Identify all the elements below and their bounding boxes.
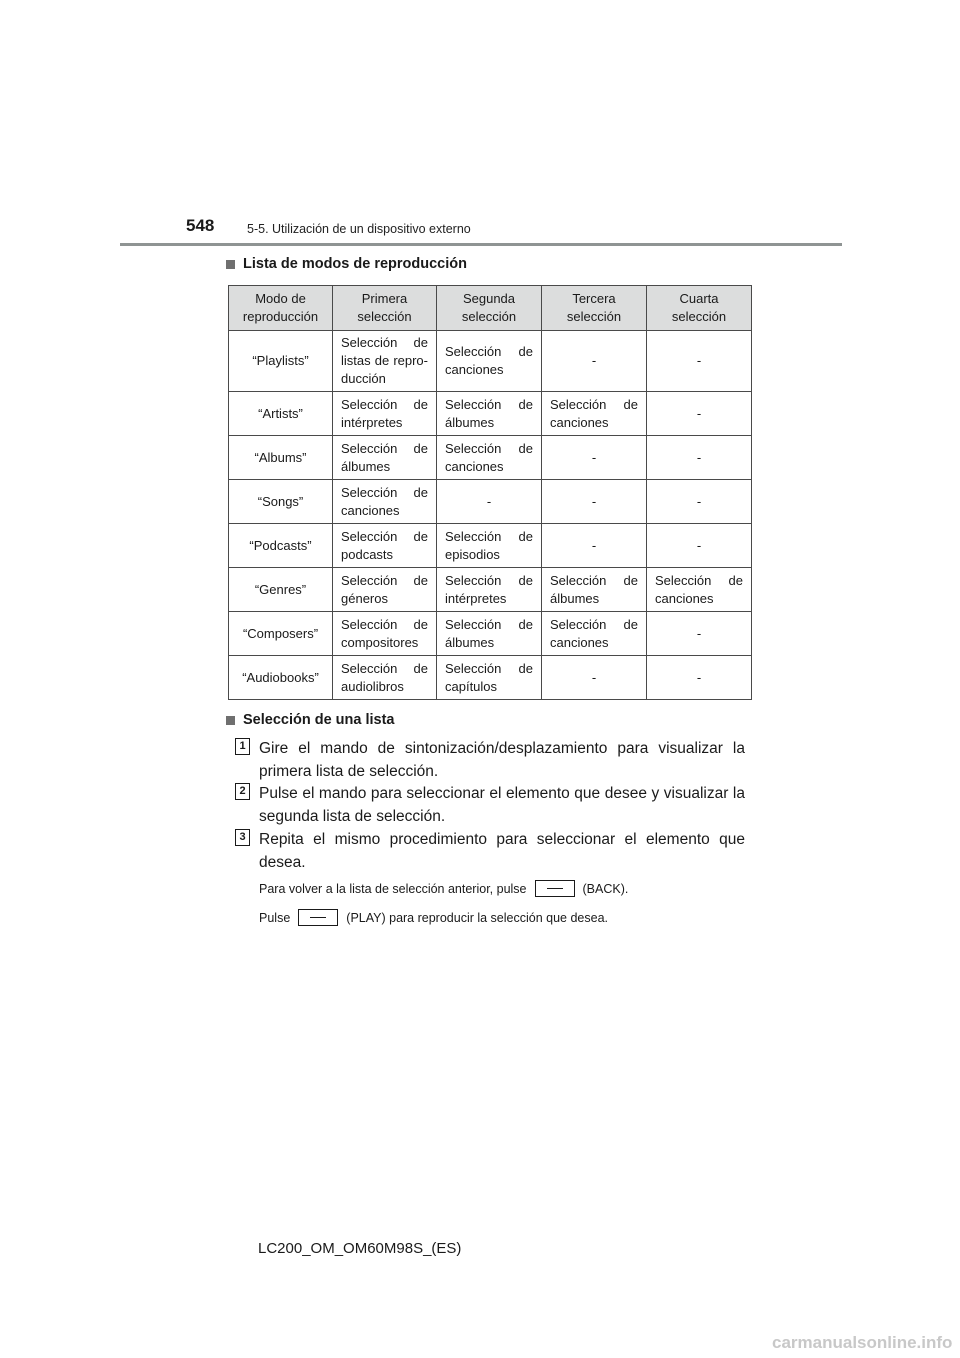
selection-cell: - [542, 331, 647, 392]
table-row [229, 436, 752, 480]
step-number-badge: 1 [235, 738, 250, 755]
selection-cell: Selección de canciones [542, 392, 647, 436]
selection-cell: Selección de capítulos [437, 656, 542, 700]
list-heading [226, 712, 395, 728]
table-heading [226, 256, 467, 272]
playback-modes-table [228, 285, 752, 700]
square-bullet-icon [226, 260, 235, 269]
selection-cell: - [647, 524, 752, 568]
selection-cell: Selección de podcasts [333, 524, 437, 568]
note-play-suffix: (PLAY) para reproducir la selección que desea. [346, 910, 608, 925]
selection-cell: Selección de compositores [333, 612, 437, 656]
mode-cell: “Podcasts” [229, 524, 333, 568]
header-cell: Cuarta selección [647, 286, 752, 331]
selection-cell: - [542, 436, 647, 480]
selection-cell: - [647, 480, 752, 524]
watermark: carmanualsonline.info [772, 1333, 953, 1352]
table-row [229, 480, 752, 524]
step-item [235, 782, 745, 828]
play-button-icon [298, 909, 338, 926]
note-back-text: Para volver a la lista de selección anterior, pulse [259, 881, 527, 896]
selection-cell: Selección de intérpretes [333, 392, 437, 436]
header-cell: Segunda selección [437, 286, 542, 331]
back-button-icon [535, 880, 575, 897]
list-heading-text: Selección de una lista [243, 712, 395, 728]
note-back-suffix: (BACK). [582, 881, 629, 896]
document-code: LC200_OM_OM60M98S_(ES) [258, 1240, 462, 1257]
selection-cell: Selección de álbumes [437, 392, 542, 436]
header-cell: Tercera selección [542, 286, 647, 331]
selection-cell: Selección de intérpretes [437, 568, 542, 612]
mode-cell: “Composers” [229, 612, 333, 656]
header-rule [120, 243, 842, 246]
square-bullet-icon [226, 716, 235, 725]
table-row [229, 524, 752, 568]
mode-cell: “Genres” [229, 568, 333, 612]
page-number: 548 [186, 216, 215, 235]
selection-cell: - [542, 656, 647, 700]
selection-cell: Selección de álbumes [542, 568, 647, 612]
mode-cell: “Songs” [229, 480, 333, 524]
header-cell: Primera selección [333, 286, 437, 331]
mode-cell: “Playlists” [229, 331, 333, 392]
mode-cell: “Audiobooks” [229, 656, 333, 700]
table-heading-text: Lista de modos de reproducción [243, 256, 467, 272]
table-row [229, 392, 752, 436]
selection-cell: Selección de canciones [437, 436, 542, 480]
step-text: Pulse el mando para seleccionar el elemento que desee y visualizar la segunda lista de selección. [259, 785, 745, 825]
step-text: Repita el mismo procedimiento para seleccionar el elemento que desea. [259, 831, 745, 871]
header-cell: Modo de reproducción [229, 286, 333, 331]
selection-cell: - [542, 480, 647, 524]
selection-cell: - [647, 392, 752, 436]
table-row [229, 612, 752, 656]
step-item [235, 737, 745, 783]
mode-cell: “Albums” [229, 436, 333, 480]
step-number-badge: 3 [235, 829, 250, 846]
step-item [235, 828, 745, 874]
section-title: 5-5. Utilización de un dispositivo externo [247, 222, 471, 236]
selection-cell: - [437, 480, 542, 524]
selection-cell: Selección de episodios [437, 524, 542, 568]
table-row [229, 656, 752, 700]
table-header-row [229, 286, 752, 331]
selection-cell: Selección de álbumes [437, 612, 542, 656]
selection-cell: Selección de géneros [333, 568, 437, 612]
selection-cell: Selección de listas de repro- ducción [333, 331, 437, 392]
note-back [259, 880, 628, 897]
selection-cell: - [647, 436, 752, 480]
selection-cell: Selección de canciones [542, 612, 647, 656]
selection-cell: Selección de álbumes [333, 436, 437, 480]
selection-cell: - [647, 656, 752, 700]
table-row [229, 568, 752, 612]
mode-cell: “Artists” [229, 392, 333, 436]
step-text: Gire el mando de sintonización/desplazamiento para visualizar la primera lista de selección. [259, 740, 745, 780]
selection-cell: - [647, 612, 752, 656]
selection-cell: Selección de canciones [333, 480, 437, 524]
table-row [229, 331, 752, 392]
step-number-badge: 2 [235, 783, 250, 800]
selection-cell: Selección de canciones [437, 331, 542, 392]
selection-cell: Selección de canciones [647, 568, 752, 612]
note-play [259, 909, 608, 926]
selection-cell: - [542, 524, 647, 568]
selection-cell: Selección de audiolibros [333, 656, 437, 700]
note-play-text: Pulse [259, 910, 291, 925]
selection-cell: - [647, 331, 752, 392]
